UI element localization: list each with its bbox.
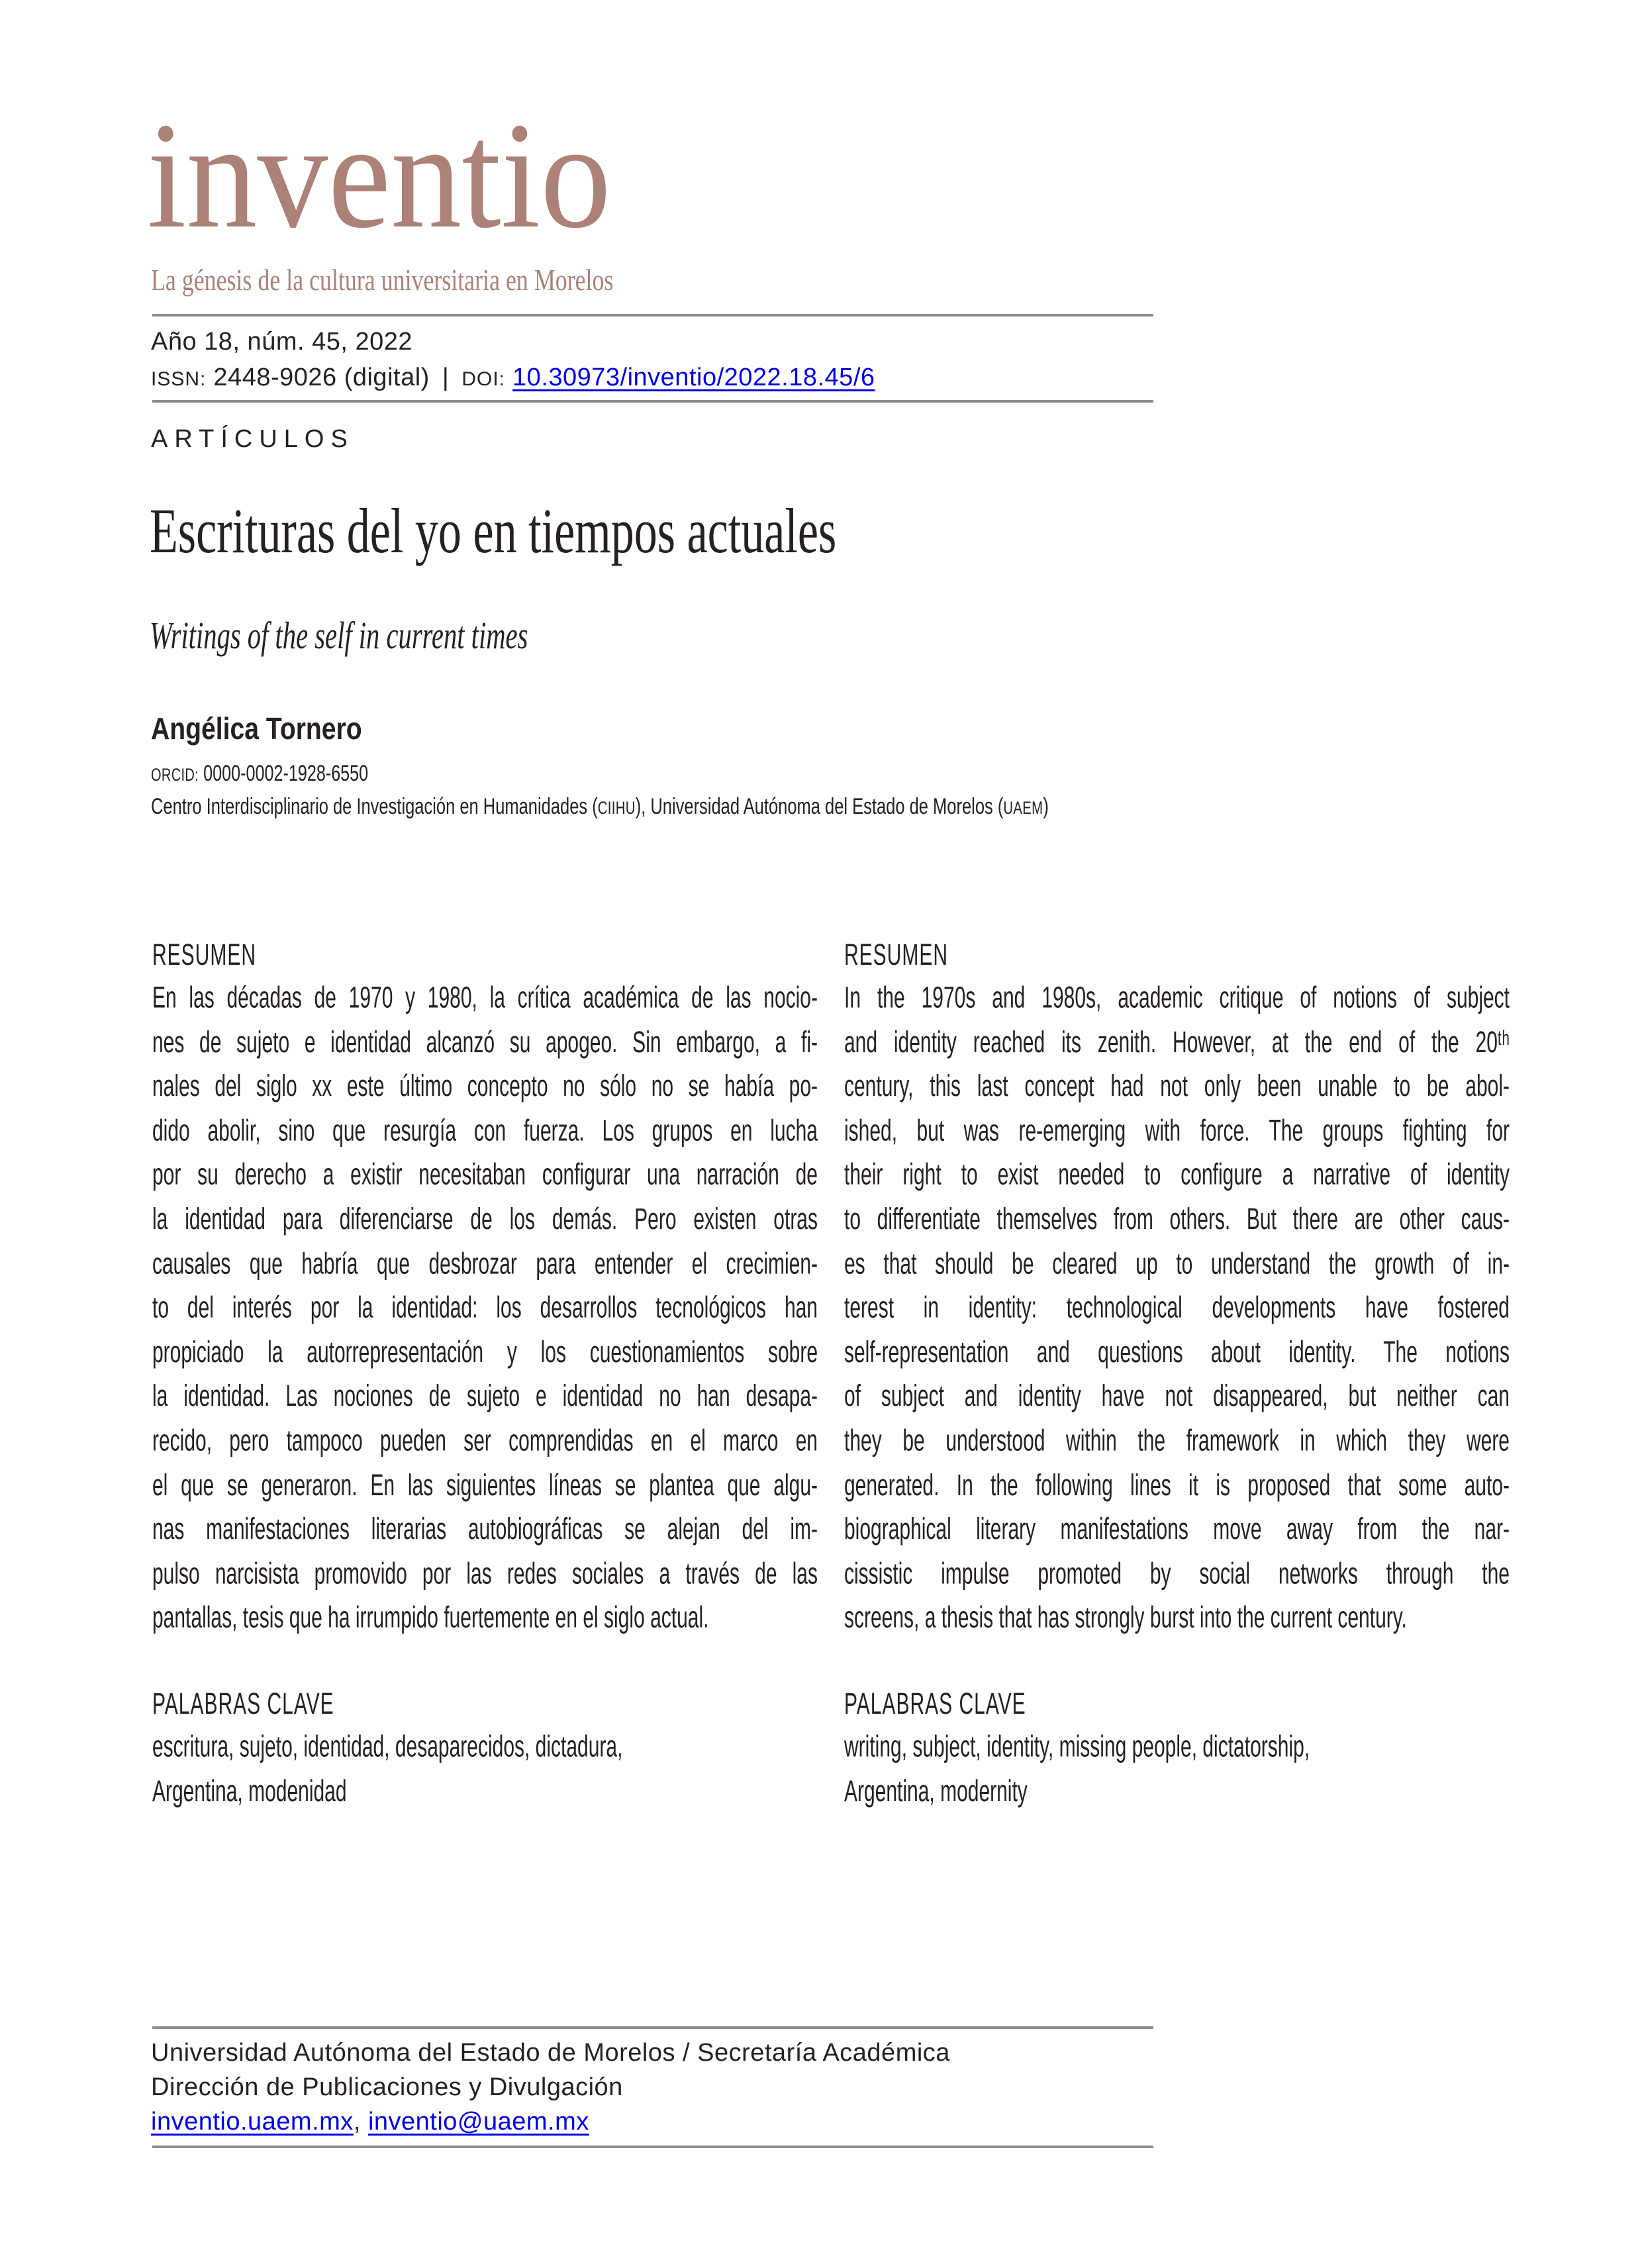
footer-link-separator: ,	[353, 2108, 368, 2136]
abstract-es-body	[152, 977, 818, 1641]
doi-link[interactable]: 10.30973/inventio/2022.18.45/6	[512, 364, 875, 391]
abstract-line: propiciado la autorrepresentación y los cuestionamientos sobre	[152, 1336, 818, 1369]
abstract-es-column	[152, 935, 818, 1808]
masthead-divider-bottom	[152, 400, 1153, 403]
separator: |	[442, 364, 450, 391]
abstract-line: nas manifestaciones literarias autobiográficas se alejan del im-	[152, 1513, 818, 1546]
orcid-line	[151, 760, 368, 787]
footer-link-web[interactable]: inventio.uaem.mx	[151, 2108, 354, 2136]
abstract-en-column	[844, 935, 1510, 1808]
abstract-line: el que se generaron. En las siguientes líneas se plantea que algu-	[152, 1469, 818, 1502]
keyword-line: Argentina, modernity	[844, 1775, 1028, 1808]
keyword-line: writing, subject, identity, missing people, dictatorship,	[844, 1730, 1310, 1763]
article-title: Escrituras del yo en tiempos actuales	[150, 495, 837, 566]
abstract-line: es that should be cleared up to understand the growth of in-	[844, 1247, 1510, 1281]
issn-value: 2448-9026 (digital)	[213, 364, 430, 391]
abstract-es-heading: RESUMEN	[152, 939, 257, 972]
abstract-line: nes de sujeto e identidad alcanzó su apogeo. Sin embargo, a fi-	[152, 1026, 818, 1059]
abstract-line: In the 1970s and 1980s, academic critique of notions of subject	[844, 981, 1510, 1014]
orcid-label: ORCID:	[151, 765, 199, 785]
abstract-line: pulso narcisista promovido por las redes sociales a través de las	[152, 1557, 818, 1591]
abstract-line: terest in identity: technological developments have fostered	[844, 1291, 1510, 1325]
orcid-value: 0000-0002-1928-6550	[203, 761, 369, 786]
issn-doi-line	[151, 363, 875, 393]
affiliation-acronym-ciihu: CIIHU	[597, 798, 636, 818]
affiliation-text: )	[1043, 794, 1049, 819]
abstract-line: En las décadas de 1970 y 1980, la crítica académica de las nocio-	[152, 981, 818, 1014]
keywords-es-body	[152, 1726, 818, 1814]
keywords-es-heading: PALABRAS CLAVE	[152, 1687, 334, 1721]
footer-divider-bottom	[152, 2145, 1153, 2148]
affiliation-text: Centro Interdisciplinario de Investigación en Humanidades (	[151, 794, 598, 819]
abstract-line: of subject and identity have not disappeared, but neither can	[844, 1380, 1510, 1414]
abstract-line: they be understood within the framework in which they were	[844, 1424, 1510, 1457]
abstract-line: cissistic impulse promoted by social networks through the	[844, 1557, 1510, 1591]
abstract-line: pantallas, tesis que ha irrumpido fuertemente en el siglo actual.	[152, 1601, 709, 1635]
section-label: ARTÍCULOS	[151, 425, 354, 453]
abstract-line: screens, a thesis that has strongly burst into the current century.	[844, 1601, 1407, 1635]
abstract-en-heading: RESUMEN	[844, 939, 949, 972]
doi-label: DOI:	[461, 368, 505, 390]
journal-logo: inventio	[147, 91, 612, 260]
abstract-en-body	[844, 977, 1510, 1641]
keywords-en-heading: PALABRAS CLAVE	[844, 1687, 1026, 1721]
article-subtitle: Writings of the self in current times	[150, 614, 528, 657]
footer-org-line: Universidad Autónoma del Estado de Morelos / Secretaría Académica	[151, 2039, 950, 2067]
affiliation-text: ), Universidad Autónoma del Estado de Morelos (	[635, 794, 1004, 819]
journal-tagline: La génesis de la cultura universitaria en Morelos	[151, 263, 614, 297]
keyword-line: escritura, sujeto, identidad, desaparecidos, dictadura,	[152, 1730, 623, 1763]
masthead-divider-top	[152, 314, 1153, 317]
abstract-line: their right to exist needed to configure a narrative of identity	[844, 1159, 1510, 1192]
issn-label: ISSN:	[151, 368, 207, 390]
abstract-line: por su derecho a existir necesitaban configurar una narración de	[152, 1159, 818, 1192]
keywords-en-body	[844, 1726, 1510, 1814]
abstract-line: ished, but was re-emerging with force. The groups fighting for	[844, 1114, 1510, 1148]
abstract-line: and identity reached its zenith. However, at the end of the 20ᵗʰ	[844, 1026, 1510, 1059]
abstract-line: to differentiate themselves from others. But there are other caus-	[844, 1203, 1510, 1236]
footer-link-email[interactable]: inventio@uaem.mx	[367, 2108, 589, 2136]
abstract-line: century, this last concept had not only been unable to be abol-	[844, 1070, 1510, 1103]
footer-dept-line: Dirección de Publicaciones y Divulgación	[151, 2073, 623, 2101]
abstract-line: nales del siglo xx este último concepto no sólo no se había po-	[152, 1070, 818, 1103]
affiliation-acronym-uaem: UAEM	[1003, 798, 1043, 818]
abstract-line: to del interés por la identidad: los desarrollos tecnológicos han	[152, 1291, 818, 1325]
abstract-line: causales que habría que desbrozar para entender el crecimien-	[152, 1247, 818, 1281]
abstract-line: generated. In the following lines it is proposed that some auto-	[844, 1469, 1510, 1502]
author-affiliation	[151, 793, 1049, 820]
abstract-line: self-representation and questions about identity. The notions	[844, 1336, 1510, 1369]
abstract-line: la identidad. Las nociones de sujeto e identidad no han desapa-	[152, 1380, 818, 1414]
abstract-columns	[152, 935, 1510, 1808]
footer-divider-top	[152, 2026, 1153, 2029]
issue-line: Año 18, núm. 45, 2022	[151, 328, 413, 356]
footer-links	[151, 2107, 589, 2138]
abstract-line: recido, pero tampoco pueden ser comprendidas en el marco en	[152, 1424, 818, 1457]
keyword-line: Argentina, modenidad	[152, 1775, 347, 1808]
abstract-line: dido abolir, sino que resurgía con fuerza. Los grupos en lucha	[152, 1114, 818, 1148]
abstract-line: la identidad para diferenciarse de los demás. Pero existen otras	[152, 1203, 818, 1236]
author-name: Angélica Tornero	[151, 711, 362, 746]
abstract-line: biographical literary manifestations move away from the nar-	[844, 1513, 1510, 1546]
